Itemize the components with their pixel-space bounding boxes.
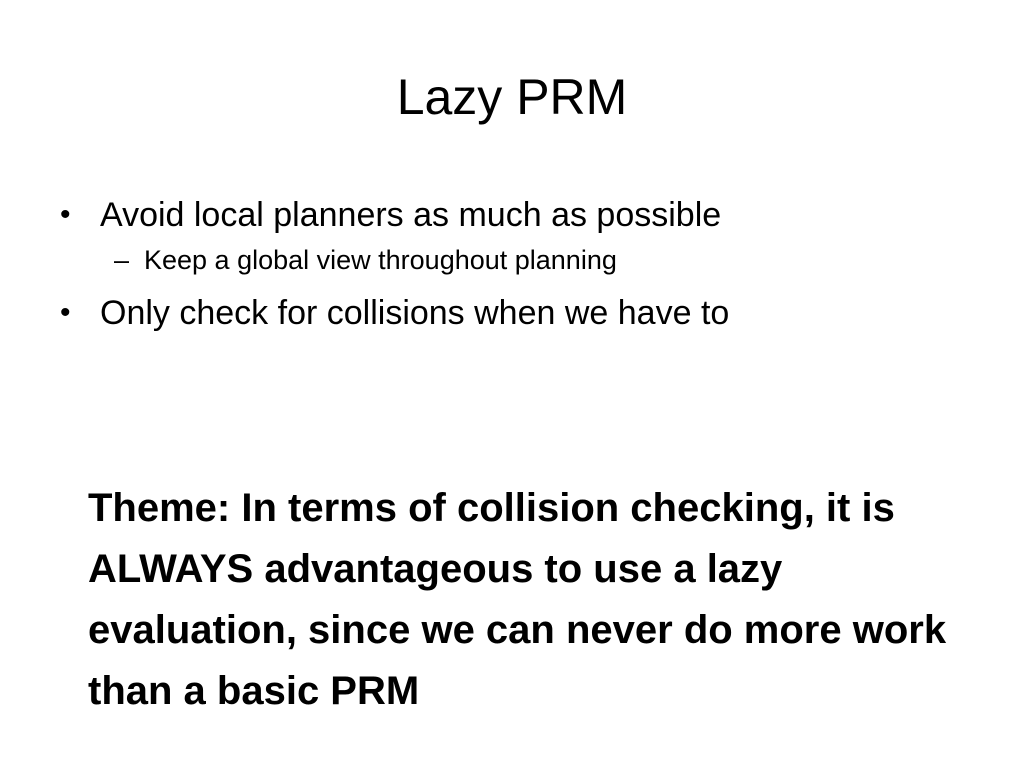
sub-bullet-text: Keep a global view throughout planning (144, 245, 617, 275)
bullet-text: Only check for collisions when we have to (100, 294, 730, 332)
slide-title: Lazy PRM (396, 69, 628, 125)
theme-statement: Theme: In terms of collision checking, it is ALWAYS advantageous to use a lazy evaluation, since we can never do more work than a basic PRM (88, 486, 947, 713)
bullet-text: Avoid local planners as much as possible (100, 196, 722, 234)
bullet-list (56, 190, 996, 338)
bullet-dot-icon: • (60, 296, 71, 329)
bullet-item (56, 288, 996, 338)
sub-bullet-item (56, 240, 996, 280)
bullet-item (56, 190, 996, 240)
bullet-dot-icon: • (60, 198, 71, 231)
dash-icon: – (114, 245, 130, 275)
